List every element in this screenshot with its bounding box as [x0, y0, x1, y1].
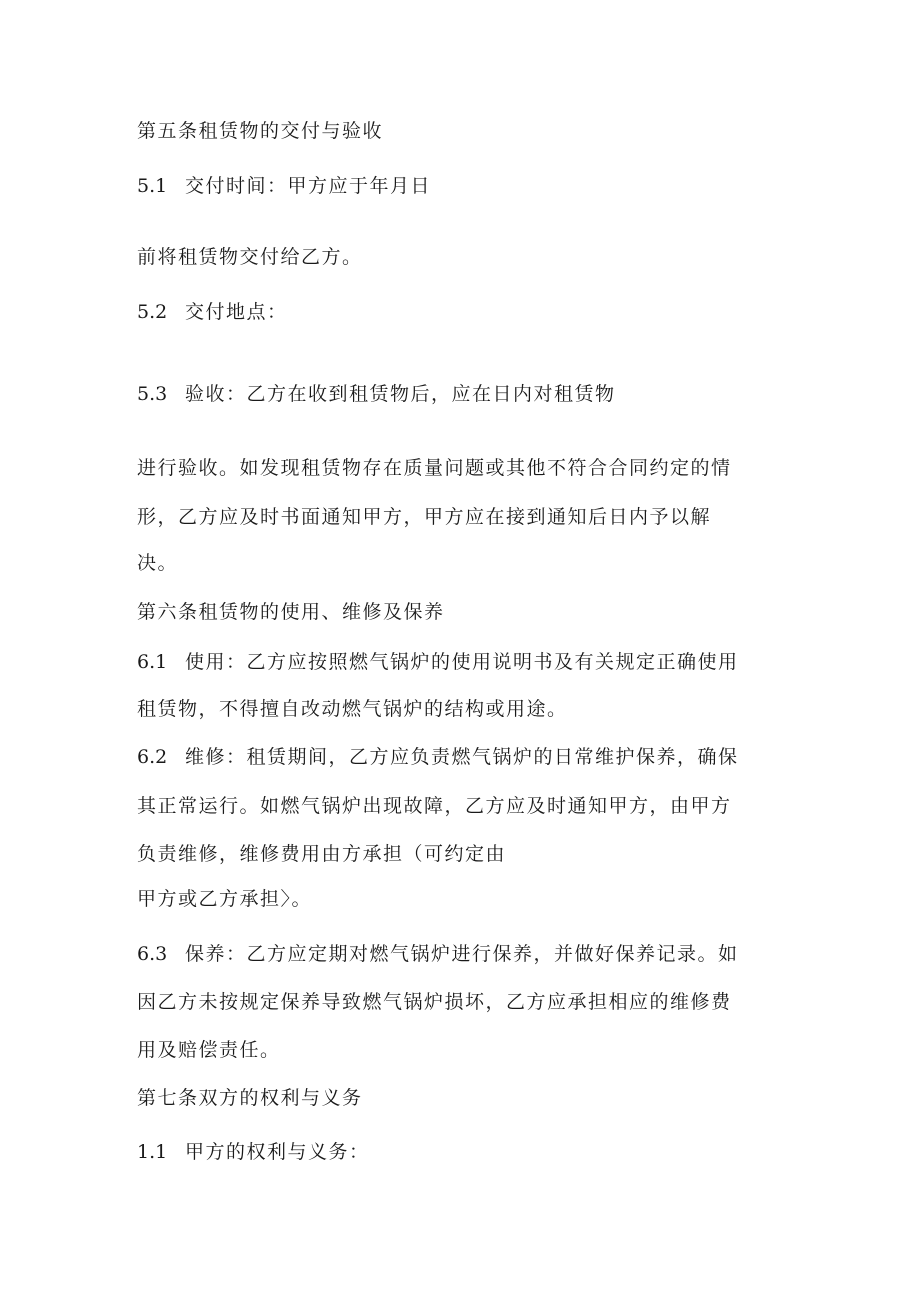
clause-5-3-cont3: 决。 — [137, 552, 179, 574]
clause-6-2-cont3: 甲方或乙方承担〉。 — [137, 888, 313, 910]
clause-5-3-cont2: 形，乙方应及时书面通知甲方，甲方应在接到通知后日内予以解 — [137, 506, 712, 528]
clause-text: 保养：乙方应定期对燃气锅炉进行保养，并做好保养记录。如 — [185, 943, 739, 965]
clause-6-3 — [137, 942, 739, 966]
clause-5-3 — [137, 382, 616, 406]
clause-text: 维修：租赁期间，乙方应负责燃气锅炉的日常维护保养，确保 — [185, 746, 739, 768]
clause-number: 5.3 — [137, 383, 168, 405]
clause-text: 交付时间：甲方应于年月日 — [185, 175, 432, 197]
clause-7-1-1 — [137, 1140, 370, 1164]
clause-number: 6.1 — [137, 651, 168, 673]
clause-6-3-cont2: 用及赔偿责任。 — [137, 1039, 281, 1061]
clause-5-1-cont: 前将租赁物交付给乙方。 — [137, 246, 363, 268]
clause-number: 1.1 — [137, 1141, 168, 1163]
clause-6-3-cont1: 因乙方未按规定保养导致燃气锅炉损坏，乙方应承担相应的维修费 — [137, 991, 732, 1013]
clause-text: 甲方的权利与义务： — [185, 1141, 370, 1163]
clause-text: 使用：乙方应按照燃气锅炉的使用说明书及有关规定正确使用 — [185, 651, 739, 673]
clause-number: 6.3 — [137, 943, 168, 965]
clause-6-2-cont1: 其正常运行。如燃气锅炉出现故障，乙方应及时通知甲方，由甲方 — [137, 795, 732, 817]
article7-heading: 第七条双方的权利与义务 — [137, 1087, 363, 1109]
clause-6-1 — [137, 650, 739, 674]
clause-text: 交付地点： — [185, 301, 288, 323]
clause-6-1-cont: 租赁物，不得擅自改动燃气锅炉的结构或用途。 — [137, 698, 568, 720]
clause-number: 5.2 — [137, 301, 168, 323]
clause-5-3-cont1: 进行验收。如发现租赁物存在质量问题或其他不符合合同约定的情 — [137, 457, 732, 479]
article6-heading: 第六条租赁物的使用、维修及保养 — [137, 601, 445, 623]
clause-5-2 — [137, 300, 288, 324]
clause-5-1 — [137, 174, 431, 198]
clause-number: 5.1 — [137, 175, 168, 197]
clause-6-2 — [137, 745, 739, 769]
article5-heading: 第五条租赁物的交付与验收 — [137, 120, 384, 142]
clause-6-2-cont2: 负责维修，维修费用由方承担（可约定由 — [137, 843, 507, 865]
clause-text: 验收：乙方在收到租赁物后，应在日内对租赁物 — [185, 383, 616, 405]
clause-number: 6.2 — [137, 746, 168, 768]
